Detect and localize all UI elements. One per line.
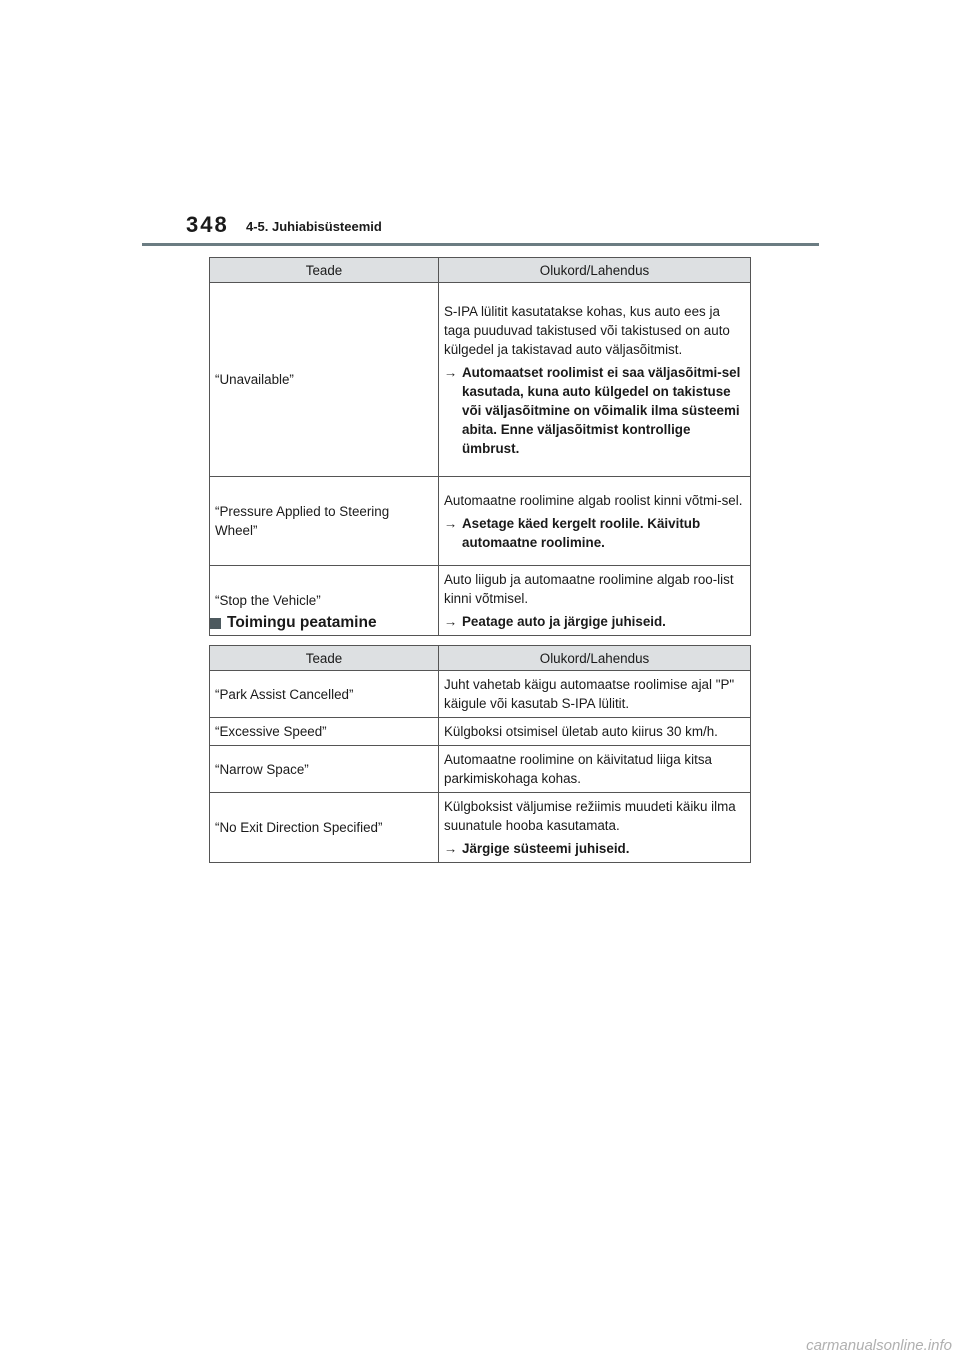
watermark: carmanualsonline.info (806, 1337, 952, 1354)
table-header-row (210, 258, 751, 283)
table-row (210, 477, 751, 566)
action-label: Automaatset roolimist ei saa väljasõitmi-sel kasutada, kuna auto külgedel on takistuse või väljasõitmine on võimalik ilma süsteemi abita. Enne väljasõitmist kontrollige ümbrust. (462, 364, 741, 456)
action-text (444, 363, 746, 458)
solution-cell: Automaatne roolimine on käivitatud liiga kitsa parkimiskohaga kohas. (439, 746, 751, 793)
situation-text: S-IPA lülitit kasutatakse kohas, kus auto ees ja taga puuduvad takistused või takistused on auto külgedel ja takistavad auto väljasõitmist. (444, 303, 730, 357)
message-table-1 (209, 257, 751, 636)
page-number: 348 (186, 212, 229, 237)
action-text (444, 839, 746, 858)
message-cell: “Park Assist Cancelled” (210, 671, 439, 718)
table-row (210, 283, 751, 477)
situation-text: Auto liigub ja automaatne roolimine algab roo-list kinni võtmisel. (444, 572, 734, 606)
message-cell: “Excessive Speed” (210, 718, 439, 746)
action-label: Asetage käed kergelt roolile. Käivitub automaatne roolimine. (462, 515, 701, 550)
solution-cell (439, 566, 751, 636)
action-label: Peatage auto ja järgige juhiseid. (462, 614, 666, 629)
table-row (210, 671, 751, 718)
action-label: Järgige süsteemi juhiseid. (462, 841, 630, 856)
table-row (210, 718, 751, 746)
subheading (210, 614, 377, 632)
message-cell: “No Exit Direction Specified” (210, 793, 439, 863)
arrow-icon: → (444, 515, 458, 531)
message-table-2 (209, 645, 751, 863)
message-cell: “Pressure Applied to Steering Wheel” (210, 477, 439, 566)
section-title: 4-5. Juhiabisüsteemid (246, 219, 382, 234)
arrow-icon: → (444, 841, 458, 856)
action-text (444, 612, 746, 631)
column-header-solution: Olukord/Lahendus (439, 258, 751, 283)
situation-text: Külgboksist väljumise režiimis muudeti käiku ilma suunatule hooba kasutamata. (444, 799, 736, 833)
arrow-icon: → (444, 614, 458, 629)
header-rule (142, 243, 819, 246)
situation-text: Automaatne roolimine algab roolist kinni võtmi-sel. (444, 492, 743, 508)
message-cell: “Narrow Space” (210, 746, 439, 793)
table-row (210, 793, 751, 863)
column-header-message: Teade (210, 258, 439, 283)
table-header-row (210, 646, 751, 671)
message-cell: “Unavailable” (210, 283, 439, 477)
table-row (210, 746, 751, 793)
solution-cell: Külgboksi otsimisel ületab auto kiirus 30 km/h. (439, 718, 751, 746)
solution-cell (439, 793, 751, 863)
arrow-icon: → (444, 364, 458, 380)
square-bullet-icon (210, 618, 221, 629)
action-text (444, 514, 746, 552)
solution-cell (439, 283, 751, 477)
column-header-solution: Olukord/Lahendus (439, 646, 751, 671)
solution-cell: Juht vahetab käigu automaatse roolimise ajal "P" käigule või kasutab S-IPA lülitit. (439, 671, 751, 718)
message-cell: “Stop the Vehicle” (210, 566, 439, 636)
solution-cell (439, 477, 751, 566)
subheading-label: Toimingu peatamine (227, 614, 377, 631)
column-header-message: Teade (210, 646, 439, 671)
